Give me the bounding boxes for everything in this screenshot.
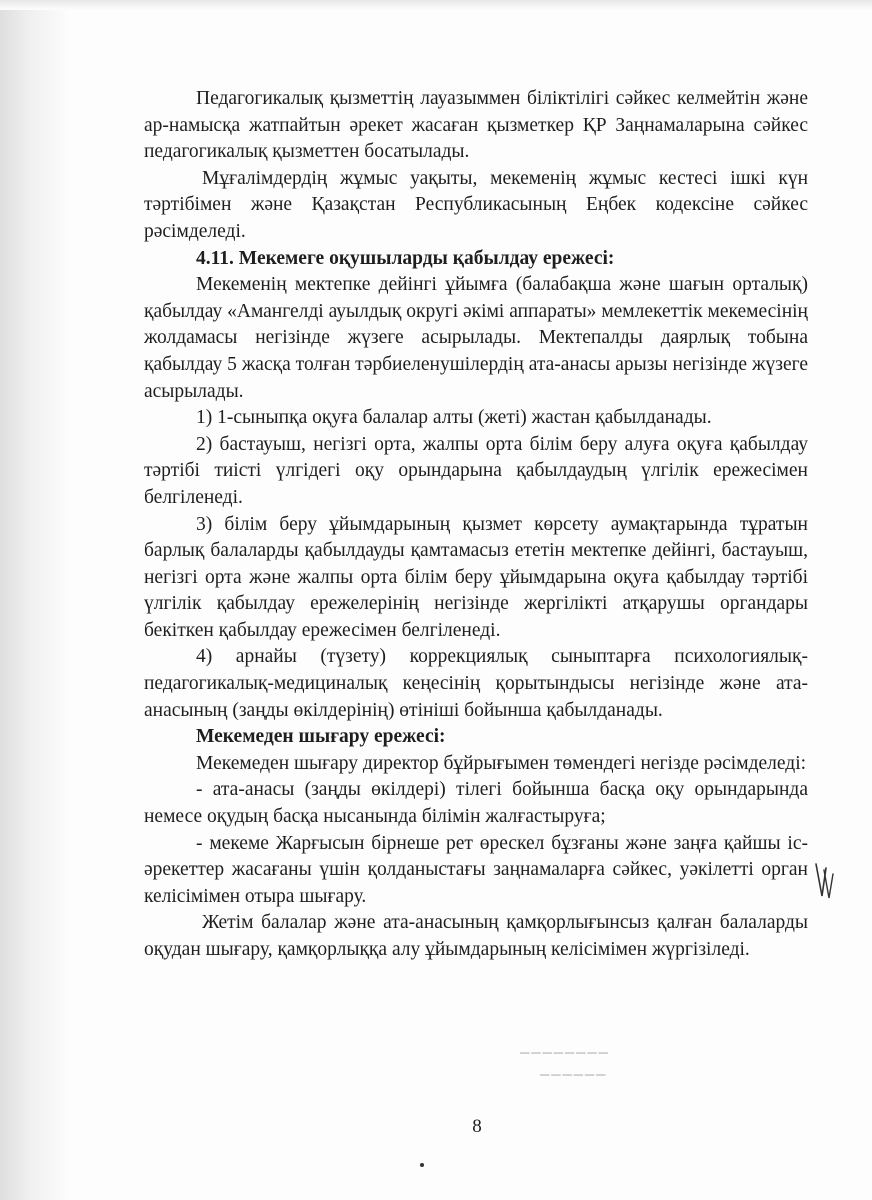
paragraph-preschool-admission: Мекеменің мектепке дейінгі ұйымға (балабақша және шағын орталық) қабылдау «Амангелді ауылдық округі әкімі аппараты» мемлекеттік мекемесінің жолдамасы негізінде жүзеге асырылады. Мектепалды даярлық тобына қабылдау 5 жасқа толған тәрбиеленушілердің ата-анасы арызы негізінде жүзеге асырылады. xyxy=(144,274,808,402)
scan-dot xyxy=(420,1163,424,1167)
section-heading-admission: 4.11. Мекемеге оқушыларды қабылдау ережесі: xyxy=(196,247,615,269)
paragraph-expulsion-order: Мекемеден шығару директор бұйрығымен төмендегі негізде рәсімделеді: xyxy=(196,752,807,774)
paragraph-working-hours: Мұғалімдердің жұмыс уақыты, мекеменің жұмыс кестесі ішкі күн тәртібімен және Қазақстан Республикасының Еңбек кодексіне сәйкес рәсімделеді. xyxy=(144,167,808,242)
list-item-4: 4) арнайы (түзету) коррекциялық сыныптарға психологиялық-педагогикалық-медициналық кеңесінің қорытындысы негізінде және ата-анасының (заңды өкілдерінің) өтініші бойынша қабылданады. xyxy=(144,646,808,721)
scan-binding-shadow xyxy=(0,0,70,1200)
list-item-1: 1) 1-сыныпқа оқуға балалар алты (жеті) жастан қабылданады. xyxy=(196,407,712,429)
scan-top-edge xyxy=(0,0,872,10)
page-number: 8 xyxy=(472,1116,482,1137)
paragraph-dismissal: Педагогикалық қызметтің лауазыммен біліктілігі сәйкес келмейтін және ар-намысқа жатпайтын әрекет жасаған қызметкер ҚР Заңнамаларына сәйкес педагогикалық қызметтен босатылады. xyxy=(144,88,808,163)
bleed-through-text: ▁▁▁▁▁▁▁▁ xyxy=(520,1040,610,1054)
handwritten-margin-mark xyxy=(812,858,838,909)
section-heading-expulsion: Мекемеден шығару ережесі: xyxy=(196,726,446,748)
paragraph-orphans: Жетім балалар және ата-анасының қамқорлығынсыз қалған балаларды оқудан шығару, қамқорлыққа алу ұйымдарының келісімімен жүргізіледі. xyxy=(144,912,808,960)
list-item-3: 3) білім беру ұйымдарының қызмет көрсету аумақтарында тұратын барлық балаларды қабылдауды қамтамасыз ететін мектепке дейінгі, бастауыш, негізгі орта және жалпы орта білім беру ұйымдарына оқуға қабылдау тәртібі үлгілік қабылдау ережелерінің негізінде жергілікті атқарушы органдары бекіткен қабылдау ережесімен белгіленеді. xyxy=(144,513,808,641)
document-body xyxy=(144,86,808,964)
list-item-2: 2) бастауыш, негізгі орта, жалпы орта білім беру алуға оқуға қабылдау тәртібі тиісті үлгідегі оқу орындарына қабылдаудың үлгілік ережесімен белгіленеді. xyxy=(144,433,808,508)
bullet-item-violation: - мекеме Жарғысын бірнеше рет өрескел бұзғаны және заңға қайшы іс-әрекеттер жасағаны үшін қолданыстағы заңнамаларға сәйкес, уәкілетті орган келісімімен отыра шығару. xyxy=(144,832,808,907)
bleed-through-text: ▁▁▁▁▁▁ xyxy=(540,1062,608,1076)
bullet-item-transfer: - ата-анасы (заңды өкілдері) тілегі бойынша басқа оқу орындарында немесе оқудың басқа нысанында білімін жалғастыруға; xyxy=(144,779,808,828)
